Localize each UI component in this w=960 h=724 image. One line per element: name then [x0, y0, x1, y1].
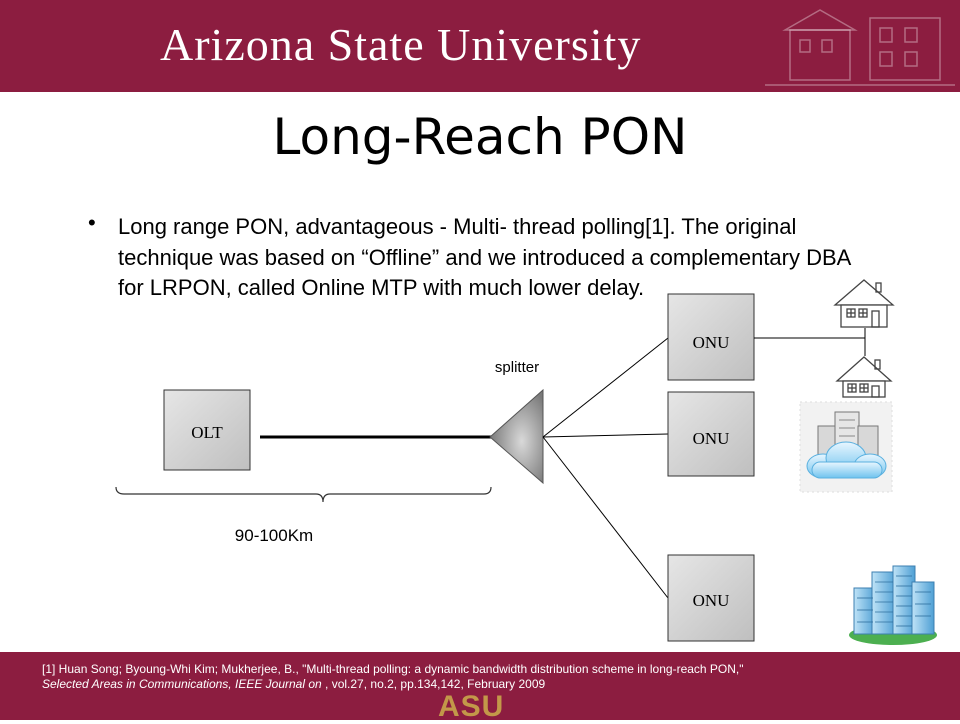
fiber-onu-2 [543, 434, 668, 437]
footer-banner [0, 652, 960, 723]
splitter-icon [490, 390, 543, 483]
reference-text [42, 662, 922, 692]
onu-label: ONU [692, 591, 730, 610]
olt-box [164, 390, 250, 470]
reference-details: , vol.27, no.2, pp.134,142, February 2009 [321, 677, 546, 691]
onu-box [668, 555, 754, 641]
reference-line-1: [1] Huan Song; Byoung-Whi Kim; Mukherjee, B., "Multi-thread polling: a dynamic bandwidth distribution scheme in long-reach PON," [42, 662, 744, 676]
house-icon [837, 357, 891, 397]
onu-box [668, 294, 754, 380]
bullet-text: Long range PON, advantageous - Multi- thread polling[1]. The original technique was based on “Offline” and we introduced a complementary DBA for LRPON, called Online MTP with much lower delay. [118, 214, 851, 300]
onu-label: ONU [692, 333, 730, 352]
onu-label: ONU [692, 429, 730, 448]
distance-label: 90-100Km [234, 526, 314, 545]
bullet-marker: • [88, 210, 96, 235]
reference-line-2 [42, 677, 922, 692]
slide-title: Long-Reach PON [272, 108, 688, 166]
olt-label: OLT [191, 423, 223, 442]
server-cloud-icon [800, 402, 892, 492]
house-icon [835, 280, 893, 327]
fiber-onu-3 [543, 437, 668, 598]
city-buildings-icon [849, 566, 937, 645]
distance-brace [116, 487, 491, 502]
onu-box [668, 392, 754, 476]
reference-journal: Selected Areas in Communications, IEEE Journal on [42, 677, 322, 691]
fiber-onu-1 [543, 338, 668, 437]
splitter-label: splitter [494, 359, 540, 376]
university-title: Arizona State University [160, 19, 642, 70]
asu-logo: ASU [438, 690, 505, 723]
